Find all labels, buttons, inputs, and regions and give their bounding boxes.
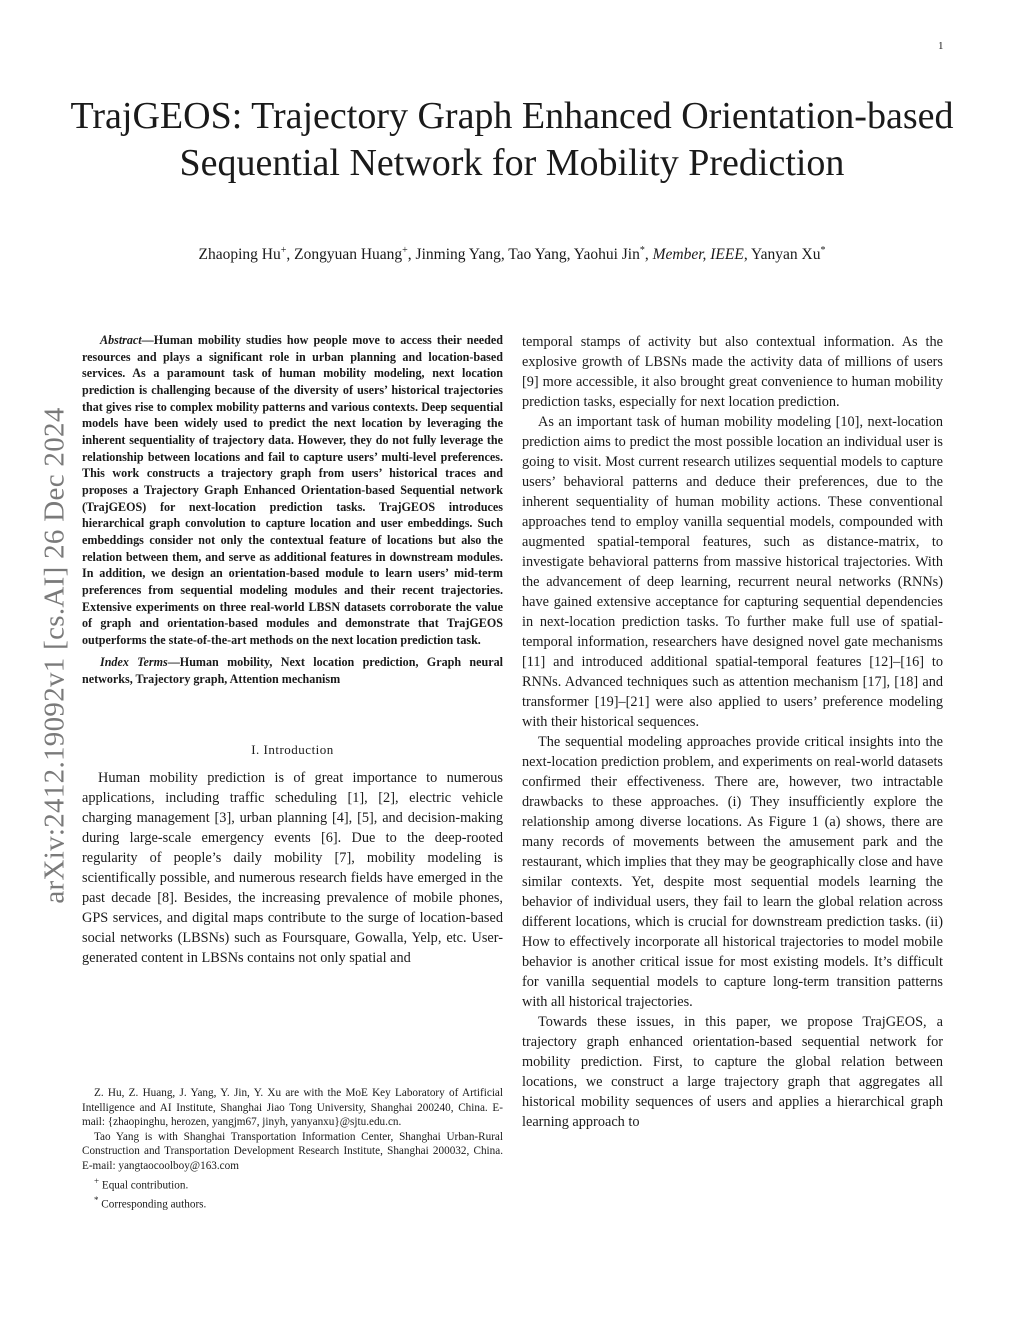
abstract: Abstract—Human mobility studies how people move to access their needed resources and plays a significant role in urban planning and location-based services. As a paramount task of human mobility modeling, next location prediction is challenging because of the diversity of users’ historical trajectories that gives rise to complex mobility patterns and various contexts. Deep sequential models have been widely used to predict the next location by leveraging the inherent sequentiality of trajectory data. However, they do not fully leverage the relationship between locations and fail to capture users’ multi-level preferences. This work constructs a trajectory graph from users’ historical traces and proposes a Trajectory Graph Enhanced Orientation-based Sequential network (TrajGEOS) for next-location prediction tasks. TrajGEOS introduces hierarchical graph convolution to capture location and user embeddings. Such embeddings consider not only the contextual feature of locations but also the relation between them, and serve as additional features in downstream modules. In addition, we design an orientation-based module to learn users’ mid-term preferences from sequential modeling modules and their recent trajectories. Extensive experiments on three real-world LBSN datasets corroborate the value of graph and orientation-based modules and demonstrate that TrajGEOS outperforms the state-of-the-art methods on the next location prediction task. [82, 333, 503, 647]
footnote-affiliation-tao-yang: Tao Yang is with Shanghai Transportation Information Center, Shanghai Urban-Rural Construction and Transportation Development Research Institute, Shanghai 200032, China. E-mail: yangtaocoolboy@163.com [82, 1130, 503, 1172]
paper-title: TrajGEOS: Trajectory Graph Enhanced Orientation-based Sequential Network for Mobility Prediction [70, 95, 954, 184]
author-list: Zhaoping Hu+, Zongyuan Huang+, Jinming Yang, Tao Yang, Yaohui Jin*, Member, IEEE, Yanyan Xu* [198, 245, 826, 264]
left-column [82, 332, 503, 968]
footnotes [82, 1086, 503, 1212]
right-paragraph-3: The sequential modeling approaches provide critical insights into the next-location prediction problem, and experiments on real-world datasets confirmed their effectiveness. There are, however, two intractable drawbacks to these approaches. (i) They insufficiently explore the relationship among diverse locations. As Figure 1 (a) shows, there are many records of movements between the amusement park and the restaurant, which implies that they may be geographically close and have similar contexts. Yet, despite most sequential models learning the behavior of individual users, they fail to learn the global relation across different locations, which is crucial for downstream prediction tasks. (ii) How to effectively incorporate all historical trajectories to model mobile behavior is another critical issue for most existing models. It’s difficult for vanilla sequential models to capture long-term transition patterns with all historical trajectories. [522, 734, 943, 1010]
arxiv-identifier: arXiv:2412.19092v1 [cs.AI] 26 Dec 2024 [38, 406, 71, 904]
intro-paragraph: Human mobility prediction is of great importance to numerous applications, including traffic scheduling [1], [2], electric vehicle charging management [3], urban planning [4], [5], and decision-making during large-scale emergency events [6]. Due to the deep-rooted regularity of people’s daily mobility [7], mobility modeling is scientifically possible, and numerous research fields have emerged in the past decade [8]. Besides, the increasing prevalence of mobile phones, GPS services, and digital maps contribute to the surge of location-based social networks (LBSNs) such as Foursquare, Gowalla, Yelp, etc. User-generated content in LBSNs contains not only spatial and [82, 769, 503, 966]
footnote-affiliation-sjtu: Z. Hu, Z. Huang, J. Yang, Y. Jin, Y. Xu are with the MoE Key Laboratory of Artificial Intelligence and AI Institute, Shanghai Jiao Tong University, Shanghai 200240, China. E-mail: {zhaopinghu, herozen, yangjm67, jinyh, yanyanxu}@sjtu.edu.cn. [82, 1087, 503, 1129]
right-paragraph-1: temporal stamps of activity but also contextual information. As the explosive growth of LBSNs made the activity data of millions of users [9] more accessible, it also brought great convenience to human mobility prediction tasks, especially for next location prediction. [522, 334, 943, 410]
right-column [522, 332, 943, 1132]
arxiv-sidebar [30, 360, 80, 950]
footnote-equal-contribution: + Equal contribution. [94, 1175, 189, 1192]
page-number: 1 [938, 40, 944, 52]
section-heading-introduction: I. Introduction [251, 741, 334, 757]
right-paragraph-2: As an important task of human mobility modeling [10], next-location prediction aims to predict the most possible location an individual user is going to visit. Most current research utilizes sequential models to capture users’ behavioral patterns and deduce their preferences, due to the inherent sequentiality of human mobility actions. These conventional approaches tend to employ vanilla sequential models, compounded with augmented spatial-temporal features, such as distance-matrix, to investigate behavioral patterns from massive historical trajectories. With the advancement of deep learning, recurrent neural networks (RNNs) have gained extensive acceptance for capturing sequential dependencies in next-location prediction tasks. To further make full use of spatial-temporal information, researchers have designed novel gate mechanisms [11] and introduced additional spatial-temporal features [12]–[16] to RNNs. Advanced techniques such as attention mechanism [17], [18] and transformer [19]–[21] were also applied to users’ preference modeling with their historical sequences. [522, 414, 943, 730]
footnote-corresponding: * Corresponding authors. [94, 1194, 207, 1211]
index-terms: Index Terms—Human mobility, Next location prediction, Graph neural networks, Trajectory graph, Attention mechanism [82, 655, 503, 687]
right-paragraph-4: Towards these issues, in this paper, we propose TrajGEOS, a trajectory graph enhanced orientation-based sequential network for mobility prediction. First, to capture the global relation between locations, we construct a large trajectory graph that aggregates all historical mobility sequences of users and applies a hierarchical graph learning approach to [522, 1014, 943, 1130]
